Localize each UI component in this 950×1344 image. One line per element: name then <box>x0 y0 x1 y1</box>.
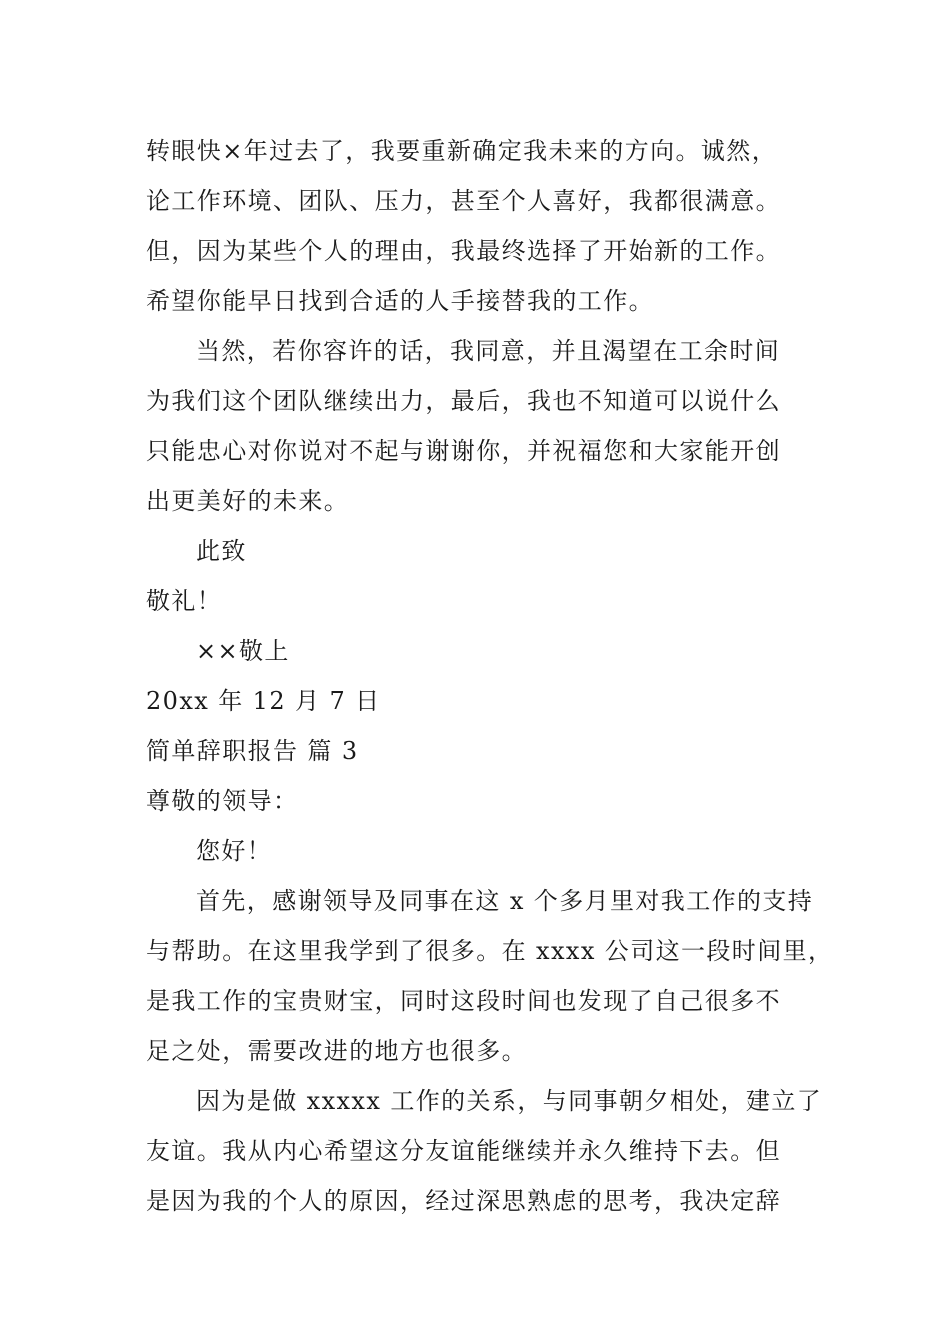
date-line: 20xx 年 12 月 7 日 <box>146 687 381 715</box>
salutation: 尊敬的领导： <box>146 787 299 815</box>
salutation-closing: 敬礼！ <box>146 587 223 615</box>
text-line: 希望你能早日找到合适的人手接替我的工作。 <box>146 287 654 315</box>
text-line: 出更美好的未来。 <box>146 487 350 515</box>
text-line: 只能忠心对你说对不起与谢谢你，并祝福您和大家能开创 <box>146 437 781 465</box>
text-line: 是我工作的宝贵财宝，同时这段时间也发现了自己很多不 <box>146 987 781 1015</box>
signature: ××敬上 <box>196 637 290 665</box>
greeting: 您好！ <box>196 837 273 865</box>
text-line: 论工作环境、团队、压力，甚至个人喜好，我都很满意。 <box>146 187 781 215</box>
text-line: 是因为我的个人的原因，经过深思熟虑的思考，我决定辞 <box>146 1187 781 1215</box>
text-line: 与帮助。在这里我学到了很多。在 xxxx 公司这一段时间里， <box>146 937 834 965</box>
text-line: 为我们这个团队继续出力，最后，我也不知道可以说什么 <box>146 387 781 415</box>
text-line: 友谊。我从内心希望这分友谊能继续并永久维持下去。但 <box>146 1137 781 1165</box>
section-title: 简单辞职报告 篇 3 <box>146 737 359 765</box>
text-line: 转眼快×年过去了，我要重新确定我未来的方向。诚然， <box>146 137 778 165</box>
closing-phrase: 此致 <box>196 537 247 565</box>
text-line: 足之处，需要改进的地方也很多。 <box>146 1037 527 1065</box>
paragraph-start: 因为是做 xxxxx 工作的关系，与同事朝夕相处，建立了 <box>196 1087 823 1115</box>
paragraph-start: 当然，若你容许的话，我同意，并且渴望在工余时间 <box>196 337 781 365</box>
paragraph-start: 首先，感谢领导及同事在这 x 个多月里对我工作的支持 <box>196 887 814 915</box>
text-line: 但，因为某些个人的理由，我最终选择了开始新的工作。 <box>146 237 781 265</box>
letter-body <box>146 126 834 1226</box>
